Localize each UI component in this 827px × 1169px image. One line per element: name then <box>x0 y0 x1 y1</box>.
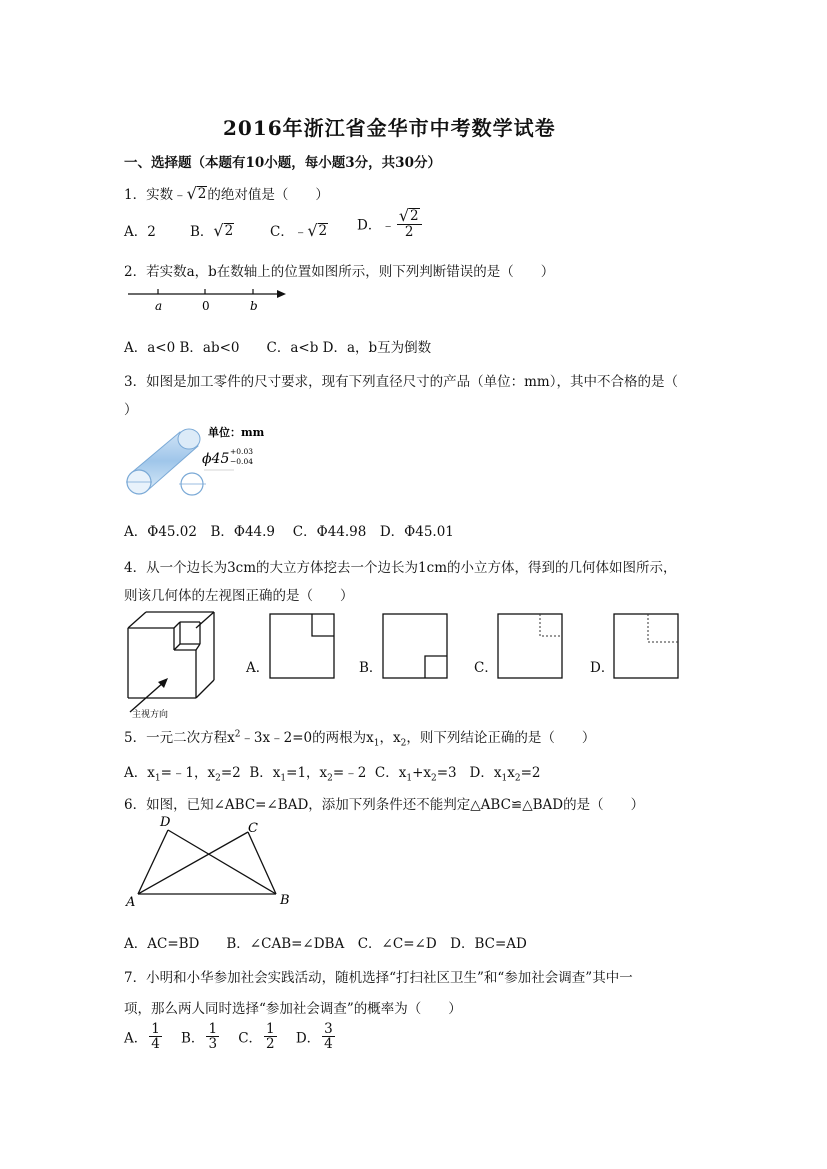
q1-text-before: 1．实数﹣ <box>124 187 187 203</box>
q5-options <box>124 761 540 784</box>
question-4-line1: 4．从一个边长为3cm的大立方体挖去一个边长为1cm的小立方体，得到的几何体如图所示， <box>124 560 677 576</box>
fraction-c: $\frac{1}{2}$ <box>266 1021 275 1053</box>
q4-option-d-figure <box>612 612 682 682</box>
vertex-d: D <box>160 815 171 830</box>
q1-option-b: B． √ 2 <box>190 221 234 240</box>
vertex-b: B <box>280 893 290 908</box>
question-2: 2．若实数a，b在数轴上的位置如图所示，则下列判断错误的是（ ） <box>124 264 555 280</box>
q1-text-after: 的绝对值是（ ） <box>207 187 329 203</box>
view-direction-label: 主视方向 <box>132 710 169 720</box>
q4-option-c-label: C． <box>474 660 498 676</box>
q5-option-c: C．$x_1+x_2=3$ <box>374 765 457 784</box>
question-4-line2: 则该几何体的左视图正确的是（ ） <box>124 588 354 604</box>
fraction-d: $\frac{3}{4}$ <box>324 1021 333 1053</box>
question-7-line2: 项，那么两人同时选择“参加社会调查”的概率为（ ） <box>124 1001 462 1017</box>
q5-option-d: D．$x_1x_2=2$ <box>469 765 541 784</box>
q1-option-a: A．2 <box>124 224 156 240</box>
q1-option-d: D．﹣ √ 2 2 <box>357 208 424 239</box>
cube-figure <box>124 608 220 720</box>
spec-lower-tolerance: −0.04 <box>230 457 253 466</box>
q4-option-a-figure <box>268 612 338 682</box>
fraction-a: $\frac{1}{4}$ <box>151 1021 160 1053</box>
vertex-c: C <box>248 821 258 836</box>
axis-label-0: 0 <box>202 299 210 313</box>
question-7-line1: 7．小明和小华参加社会实践活动，随机选择“打扫社区卫生”和“参加社会调查”其中一 <box>124 970 633 986</box>
q5-option-a: A．$x_1=﹣1$，$x_2=2$ <box>124 765 241 784</box>
q6-options: A．AC=BD B．∠CAB=∠DBA C．∠C=∠D D．BC=AD <box>124 936 527 952</box>
number-line-figure <box>124 282 289 316</box>
section-header: 一、选择题（本题有10小题，每小题3分，共30分） <box>124 155 441 171</box>
axis-label-a: a <box>155 299 163 313</box>
q7-options: A． $\frac{1}{4}$ B． $\frac{1}{3}$ C． $\frac{1}{2}$ D． $\frac{3}{4}$ <box>124 1021 333 1053</box>
q4-option-c-figure <box>496 612 566 682</box>
q1-option-c: C．﹣ √ 2 <box>270 221 328 240</box>
q2-options: A．a<0 B．ab<0 C．a<b D．a，b互为倒数 <box>124 340 432 356</box>
q5-option-b: B．$x_1=1$，$x_2=﹣2$ <box>249 765 367 784</box>
q3-options: A．Φ45.02 B．Φ44.9 C．Φ44.98 D．Φ45.01 <box>124 524 454 540</box>
question-1 <box>124 183 329 203</box>
q4-option-d-label: D． <box>590 660 615 676</box>
axis-label-b: b <box>250 299 258 313</box>
diameter-spec: ϕ45 <box>202 451 230 467</box>
cylinder-part-figure <box>124 418 264 502</box>
vertex-a: A <box>126 895 136 908</box>
unit-label: 单位：mm <box>208 426 264 439</box>
q4-option-b-figure <box>381 612 451 682</box>
sqrt-symbol: √ 2 <box>186 184 207 203</box>
spec-upper-tolerance: +0.03 <box>230 447 253 456</box>
question-3-line2: ） <box>124 402 138 418</box>
q4-option-a-label: A． <box>246 660 270 676</box>
question-3-line1: 3．如图是加工零件的尺寸要求，现有下列直径尺寸的产品（单位：mm），其中不合格的是（ <box>124 374 678 390</box>
triangles-figure <box>124 812 296 908</box>
page-title: 2016年浙江省金华市中考数学试卷 <box>223 116 556 140</box>
question-5: 5．一元二次方程$x^2﹣3x﹣2=0$的两根为$x_1$，$x_2$，则下列结论正确的是（ ） <box>124 729 596 749</box>
question-6: 6．如图，已知∠ABC=∠BAD，添加下列条件还不能判定△ABC≌△BAD的是（ ） <box>124 797 645 813</box>
fraction-b: $\frac{1}{3}$ <box>208 1021 218 1053</box>
q4-option-b-label: B． <box>359 660 383 676</box>
